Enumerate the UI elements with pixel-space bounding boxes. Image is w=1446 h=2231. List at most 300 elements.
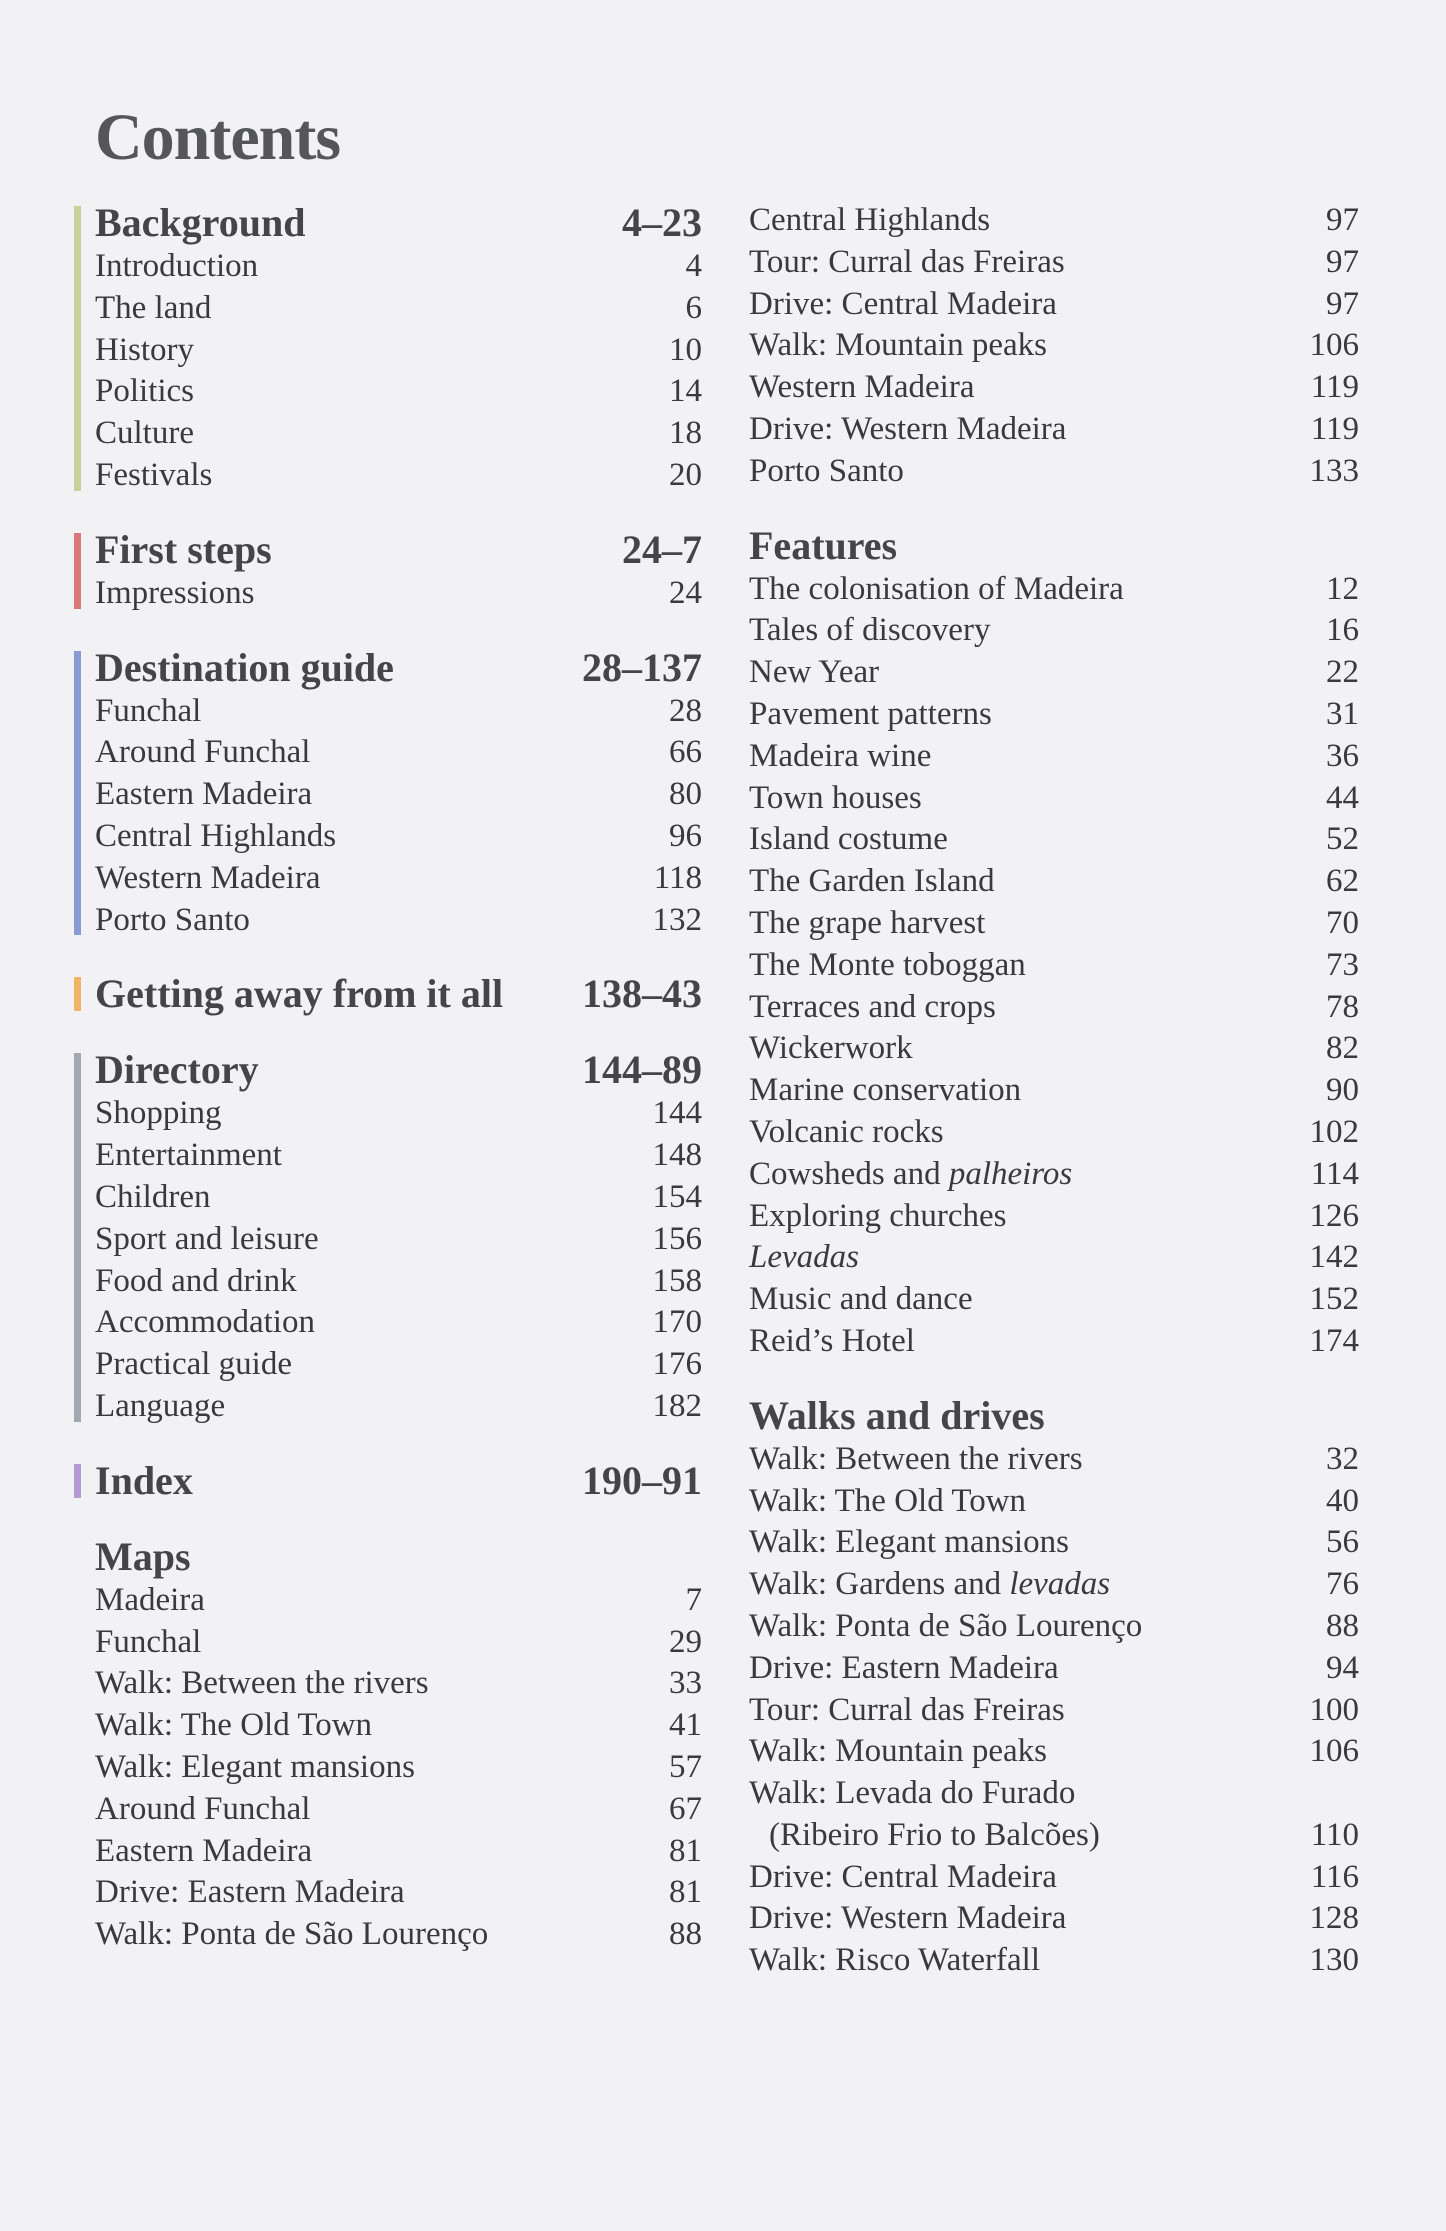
toc-entry[interactable] [749, 367, 1359, 409]
toc-entry[interactable] [749, 1940, 1359, 1982]
toc-entry[interactable] [95, 1093, 702, 1135]
label-text: Food and drink [95, 1262, 297, 1299]
entry-page: 106 [1309, 1733, 1359, 1770]
entry-label [95, 246, 258, 288]
toc-entry[interactable] [95, 288, 702, 330]
entry-page: 176 [652, 1346, 702, 1383]
entry-label [95, 1219, 319, 1261]
toc-section [74, 527, 702, 615]
entry-label [749, 1564, 1110, 1606]
toc-entry[interactable] [749, 736, 1359, 778]
entry-label [749, 610, 990, 652]
toc-entry[interactable] [95, 1705, 702, 1747]
label-text: Around Funchal [95, 1790, 311, 1827]
italic-text: levadas [1009, 1566, 1111, 1603]
entry-label [749, 652, 879, 694]
entry-label [749, 409, 1066, 451]
label-text: Town houses [749, 779, 922, 816]
entry-page: 154 [652, 1178, 702, 1215]
label-text: Culture [95, 415, 194, 452]
toc-section [74, 645, 702, 942]
entry-page: 66 [669, 734, 702, 771]
entry-label [749, 367, 975, 409]
label-text: Central Highlands [95, 817, 337, 854]
entry-page: 170 [652, 1304, 702, 1341]
entry-page: 152 [1309, 1281, 1359, 1318]
label-text: Walk: Elegant mansions [95, 1748, 415, 1785]
entry-label [749, 1321, 915, 1363]
entry-page: 144 [652, 1095, 702, 1132]
entry-label [95, 732, 310, 774]
section-title: Background [95, 200, 306, 245]
label-text: Tour: Curral das Freiras [749, 243, 1065, 280]
toc-entry[interactable] [749, 200, 1359, 242]
entry-label [95, 1747, 415, 1789]
entry-page: 148 [652, 1137, 702, 1174]
entry-page: 97 [1326, 285, 1359, 322]
entry-label [749, 1648, 1059, 1690]
label-text: Madeira wine [749, 737, 932, 774]
entry-label [749, 1070, 1021, 1112]
label-text: Funchal [95, 692, 202, 729]
entry-label [95, 1386, 225, 1428]
entry-label [95, 288, 211, 330]
section-heading[interactable] [95, 645, 702, 691]
section-heading[interactable] [95, 527, 702, 573]
contents-left-column [74, 200, 702, 1956]
section-color-bar [74, 1053, 81, 1421]
section-color-bar [74, 1464, 81, 1498]
toc-entry[interactable] [95, 1831, 702, 1873]
label-text: Western Madeira [95, 859, 321, 896]
toc-entry[interactable] [95, 1580, 702, 1622]
label-text: (Ribeiro Frio to Balcões) [769, 1816, 1100, 1853]
entry-label [749, 200, 990, 242]
toc-entry[interactable] [749, 1439, 1359, 1481]
entry-label [749, 1940, 1040, 1982]
entry-page: 158 [652, 1262, 702, 1299]
toc-section [74, 1047, 702, 1427]
entry-label [95, 1872, 405, 1914]
entry-label [749, 1606, 1142, 1648]
toc-entry[interactable] [95, 1622, 702, 1664]
section-heading[interactable] [95, 200, 702, 246]
toc-entry[interactable] [95, 1914, 702, 1956]
label-text: Pavement patterns [749, 695, 992, 732]
entry-page: 80 [669, 776, 702, 813]
toc-entry[interactable] [749, 1731, 1359, 1773]
toc-entry[interactable] [95, 1261, 702, 1303]
toc-entry[interactable] [749, 987, 1359, 1029]
label-text: Practical guide [95, 1346, 293, 1383]
label-text: Walk: Levada do Furado [749, 1775, 1076, 1812]
entry-page: 32 [1326, 1440, 1359, 1477]
label-text: Drive: Eastern Madeira [95, 1874, 405, 1911]
label-text: Walk: Gardens and [749, 1566, 1010, 1603]
toc-entry[interactable] [95, 1789, 702, 1831]
label-text: Music and dance [749, 1281, 973, 1318]
entry-page: 12 [1326, 570, 1359, 607]
entry-page: 118 [653, 859, 702, 896]
entry-page: 4 [685, 248, 702, 284]
toc-entry[interactable] [749, 1606, 1359, 1648]
entry-page: 14 [669, 373, 702, 410]
entry-label [749, 1279, 973, 1321]
entry-page: 28 [669, 692, 702, 729]
label-text: Island costume [749, 821, 948, 858]
entry-label [749, 694, 992, 736]
toc-entry[interactable] [95, 1663, 702, 1705]
entry-label [95, 1344, 292, 1386]
toc-entry[interactable] [95, 246, 702, 288]
toc-entry[interactable] [95, 1135, 702, 1177]
label-text: Walk: Risco Waterfall [749, 1942, 1040, 1979]
section-color-bar [74, 651, 81, 936]
entry-page: 29 [669, 1623, 702, 1660]
entry-label [749, 242, 1065, 284]
entry-label [749, 1028, 913, 1070]
entry-page: 33 [669, 1665, 702, 1702]
label-text: Drive: Eastern Madeira [749, 1649, 1059, 1686]
entry-page: 76 [1326, 1566, 1359, 1603]
toc-entry[interactable] [95, 371, 702, 413]
entry-label [749, 1481, 1026, 1523]
entry-label [749, 1898, 1066, 1940]
entry-page: 97 [1326, 243, 1359, 280]
label-text: Porto Santo [95, 901, 250, 938]
entry-label [749, 1112, 944, 1154]
entry-page: 7 [685, 1581, 702, 1618]
label-text: The Monte toboggan [749, 946, 1026, 983]
toc-entry[interactable] [749, 819, 1359, 861]
label-text: Drive: Central Madeira [749, 1858, 1057, 1895]
entry-label [95, 1663, 429, 1705]
entry-label [95, 1789, 310, 1831]
toc-entry[interactable] [749, 569, 1359, 611]
entry-label [749, 987, 996, 1029]
entry-label [749, 1196, 1007, 1238]
label-text: Drive: Western Madeira [749, 1900, 1067, 1937]
label-text: Wickerwork [749, 1030, 913, 1067]
entry-page: 78 [1326, 988, 1359, 1025]
section-title: Features [749, 522, 898, 568]
section-page-range: 28–137 [582, 644, 702, 690]
entry-label [95, 691, 201, 733]
toc-entry[interactable] [95, 573, 702, 615]
entry-page: 88 [669, 1916, 702, 1953]
toc-entry[interactable] [749, 1648, 1359, 1690]
toc-entry[interactable] [749, 1481, 1359, 1523]
entry-label [749, 778, 922, 820]
entry-page: 81 [669, 1874, 702, 1911]
entry-label [95, 1705, 372, 1747]
section-page-range: 138–43 [582, 971, 702, 1017]
entry-label [749, 1773, 1075, 1815]
label-text: Funchal [95, 1623, 202, 1660]
section-page-range: 24–7 [622, 526, 702, 572]
entry-page: 96 [669, 817, 702, 854]
toc-entry[interactable] [95, 1386, 702, 1428]
toc-entry[interactable] [95, 774, 702, 816]
entry-label [95, 774, 312, 816]
toc-entry[interactable] [749, 325, 1359, 367]
toc-entry[interactable] [749, 1690, 1359, 1732]
entry-page: 132 [652, 901, 702, 938]
page-title: Contents [95, 101, 341, 174]
toc-entry[interactable] [749, 1154, 1359, 1196]
entry-label [95, 1093, 222, 1135]
toc-section [74, 1458, 702, 1504]
entry-page: 106 [1309, 327, 1359, 364]
entry-page: 114 [1310, 1155, 1359, 1192]
toc-section [749, 1393, 1359, 1982]
label-text: Introduction [95, 248, 259, 284]
entry-page: 128 [1309, 1900, 1359, 1937]
entry-label [95, 1135, 282, 1177]
label-text: Eastern Madeira [95, 1832, 313, 1869]
section-title: Directory [95, 1047, 259, 1093]
entry-label [749, 1731, 1047, 1773]
toc-entry[interactable] [749, 242, 1359, 284]
toc-entry[interactable] [749, 903, 1359, 945]
label-text: Cowsheds and [749, 1155, 949, 1192]
toc-entry[interactable] [95, 1219, 702, 1261]
entry-page: 62 [1326, 863, 1359, 900]
toc-entry[interactable] [95, 1872, 702, 1914]
toc-entry[interactable] [749, 1070, 1359, 1112]
toc-entry[interactable] [749, 610, 1359, 652]
entry-page: 41 [669, 1707, 702, 1744]
entry-label [749, 736, 931, 778]
italic-text: Levadas [749, 1239, 859, 1276]
section-heading[interactable] [95, 971, 702, 1017]
entry-label [749, 1439, 1083, 1481]
entry-page: 52 [1326, 821, 1359, 858]
entry-label [749, 1237, 859, 1279]
entry-page: 133 [1309, 452, 1359, 489]
entry-label [95, 1302, 315, 1344]
label-text: Around Funchal [95, 734, 311, 771]
entry-label [749, 284, 1057, 326]
label-text: Sport and leisure [95, 1220, 319, 1257]
toc-entry-continued[interactable] [749, 1815, 1359, 1857]
section-page-range: 190–91 [582, 1457, 702, 1503]
entry-label [95, 330, 194, 372]
entry-page: 119 [1310, 369, 1359, 406]
entry-label [95, 371, 194, 413]
toc-entry[interactable] [749, 451, 1359, 493]
entry-label [749, 1154, 1072, 1196]
toc-entry[interactable] [95, 1344, 702, 1386]
entry-page: 24 [669, 574, 702, 611]
toc-entry[interactable] [749, 652, 1359, 694]
section-color-bar [74, 533, 81, 609]
entry-page: 88 [1326, 1607, 1359, 1644]
label-text: Western Madeira [749, 369, 975, 406]
toc-entry[interactable] [749, 284, 1359, 326]
entry-page: 40 [1326, 1482, 1359, 1519]
toc-entry[interactable] [95, 413, 702, 455]
label-text: Children [95, 1178, 211, 1215]
label-text: Eastern Madeira [95, 776, 313, 813]
label-text: Reid’s Hotel [749, 1322, 915, 1359]
entry-page: 130 [1309, 1942, 1359, 1979]
entry-label [769, 1815, 1100, 1857]
label-text: Tour: Curral das Freiras [749, 1691, 1065, 1728]
toc-section [74, 200, 702, 497]
entry-page: 20 [669, 456, 702, 493]
entry-page: 6 [685, 289, 702, 326]
toc-entry[interactable] [749, 694, 1359, 736]
toc-section [749, 200, 1359, 493]
toc-entry[interactable] [749, 1321, 1359, 1363]
entry-label [749, 861, 995, 903]
label-text: Walk: Mountain peaks [749, 327, 1047, 364]
section-heading[interactable] [749, 1393, 1359, 1439]
entry-label [95, 573, 255, 615]
toc-entry[interactable] [95, 1747, 702, 1789]
entry-page: 18 [669, 415, 702, 452]
contents-right-column [749, 200, 1359, 1982]
toc-entry[interactable] [749, 861, 1359, 903]
toc-entry[interactable] [749, 778, 1359, 820]
entry-label [95, 816, 336, 858]
toc-entry[interactable] [95, 455, 702, 497]
label-text: Walk: Ponta de São Lourenço [749, 1607, 1143, 1644]
section-title: Walks and drives [749, 1392, 1045, 1438]
entry-page: 10 [669, 331, 702, 368]
toc-entry[interactable] [95, 691, 702, 733]
toc-entry[interactable] [749, 1112, 1359, 1154]
section-page-range: 144–89 [582, 1047, 702, 1093]
label-text: History [95, 331, 194, 368]
label-text: Walk: Elegant mansions [749, 1524, 1069, 1561]
entry-page: 126 [1309, 1197, 1359, 1234]
toc-entry[interactable] [95, 1302, 702, 1344]
section-heading[interactable] [95, 1534, 702, 1580]
entry-label [95, 858, 321, 900]
entry-page: 119 [1310, 410, 1359, 447]
entry-label [749, 903, 985, 945]
section-title: Maps [95, 1533, 191, 1579]
label-text: Entertainment [95, 1137, 282, 1174]
label-text: Madeira [95, 1581, 205, 1618]
label-text: Tales of discovery [749, 612, 991, 649]
section-heading[interactable] [749, 523, 1359, 569]
section-color-bar [74, 206, 81, 491]
entry-page: 110 [1310, 1816, 1359, 1853]
entry-label [95, 900, 250, 942]
entry-page: 100 [1309, 1691, 1359, 1728]
section-heading[interactable] [95, 1047, 702, 1093]
toc-entry[interactable] [749, 1028, 1359, 1070]
label-text: Walk: Ponta de São Lourenço [95, 1916, 489, 1953]
section-title: Destination guide [95, 644, 394, 690]
entry-page: 57 [669, 1748, 702, 1785]
label-text: Volcanic rocks [749, 1113, 944, 1150]
toc-entry[interactable] [95, 732, 702, 774]
label-text: Drive: Western Madeira [749, 410, 1067, 447]
label-text: Walk: Between the rivers [749, 1440, 1083, 1477]
entry-page: 31 [1326, 695, 1359, 732]
entry-label [749, 325, 1047, 367]
entry-page: 44 [1326, 779, 1359, 816]
toc-entry[interactable] [749, 1564, 1359, 1606]
section-title: First steps [95, 526, 272, 572]
entry-page: 174 [1309, 1322, 1359, 1359]
entry-page: 116 [1310, 1858, 1359, 1895]
label-text: Central Highlands [749, 202, 991, 238]
entry-page: 73 [1326, 946, 1359, 983]
entry-label [95, 455, 212, 497]
entry-label [749, 1690, 1065, 1732]
label-text: Terraces and crops [749, 988, 996, 1025]
toc-entry[interactable] [95, 900, 702, 942]
label-text: Exploring churches [749, 1197, 1007, 1234]
toc-entry[interactable] [95, 1177, 702, 1219]
entry-label [95, 1261, 297, 1303]
entry-page: 90 [1326, 1072, 1359, 1109]
entry-page: 82 [1326, 1030, 1359, 1067]
toc-section [74, 971, 702, 1017]
label-text: The colonisation of Madeira [749, 570, 1124, 607]
toc-section [749, 523, 1359, 1363]
entry-label [749, 1522, 1069, 1564]
toc-section [74, 1534, 702, 1956]
entry-page: 16 [1326, 612, 1359, 649]
section-title: Index [95, 1457, 193, 1503]
entry-page: 142 [1309, 1239, 1359, 1276]
section-heading[interactable] [95, 1458, 702, 1504]
label-text: Porto Santo [749, 452, 904, 489]
toc-entry[interactable] [749, 1237, 1359, 1279]
entry-page: 22 [1326, 654, 1359, 691]
label-text: Marine conservation [749, 1072, 1022, 1109]
toc-entry[interactable] [749, 1898, 1359, 1940]
label-text: The Garden Island [749, 863, 995, 900]
italic-text: palheiros [948, 1155, 1073, 1192]
toc-entry[interactable] [749, 945, 1359, 987]
entry-page: 94 [1326, 1649, 1359, 1686]
label-text: Accommodation [95, 1304, 315, 1341]
toc-entry[interactable] [95, 858, 702, 900]
label-text: Language [95, 1387, 226, 1424]
label-text: Walk: Mountain peaks [749, 1733, 1047, 1770]
entry-label [749, 569, 1124, 611]
toc-entry[interactable] [749, 1773, 1359, 1815]
toc-entry[interactable] [749, 1196, 1359, 1238]
entry-page: 102 [1309, 1113, 1359, 1150]
entry-label [749, 819, 948, 861]
entry-label [95, 1580, 205, 1622]
toc-entry[interactable] [749, 1279, 1359, 1321]
toc-entry[interactable] [95, 330, 702, 372]
toc-entry[interactable] [749, 409, 1359, 451]
label-text: Walk: The Old Town [95, 1707, 373, 1744]
entry-page: 70 [1326, 904, 1359, 941]
entry-label [749, 945, 1026, 987]
label-text: Walk: Between the rivers [95, 1665, 429, 1702]
toc-entry[interactable] [749, 1857, 1359, 1899]
label-text: Politics [95, 373, 195, 410]
toc-entry[interactable] [749, 1522, 1359, 1564]
entry-page: 182 [652, 1387, 702, 1424]
entry-page: 81 [669, 1832, 702, 1869]
label-text: The land [95, 289, 212, 326]
label-text: Festivals [95, 456, 213, 493]
entry-label [95, 1622, 201, 1664]
toc-entry[interactable] [95, 816, 702, 858]
